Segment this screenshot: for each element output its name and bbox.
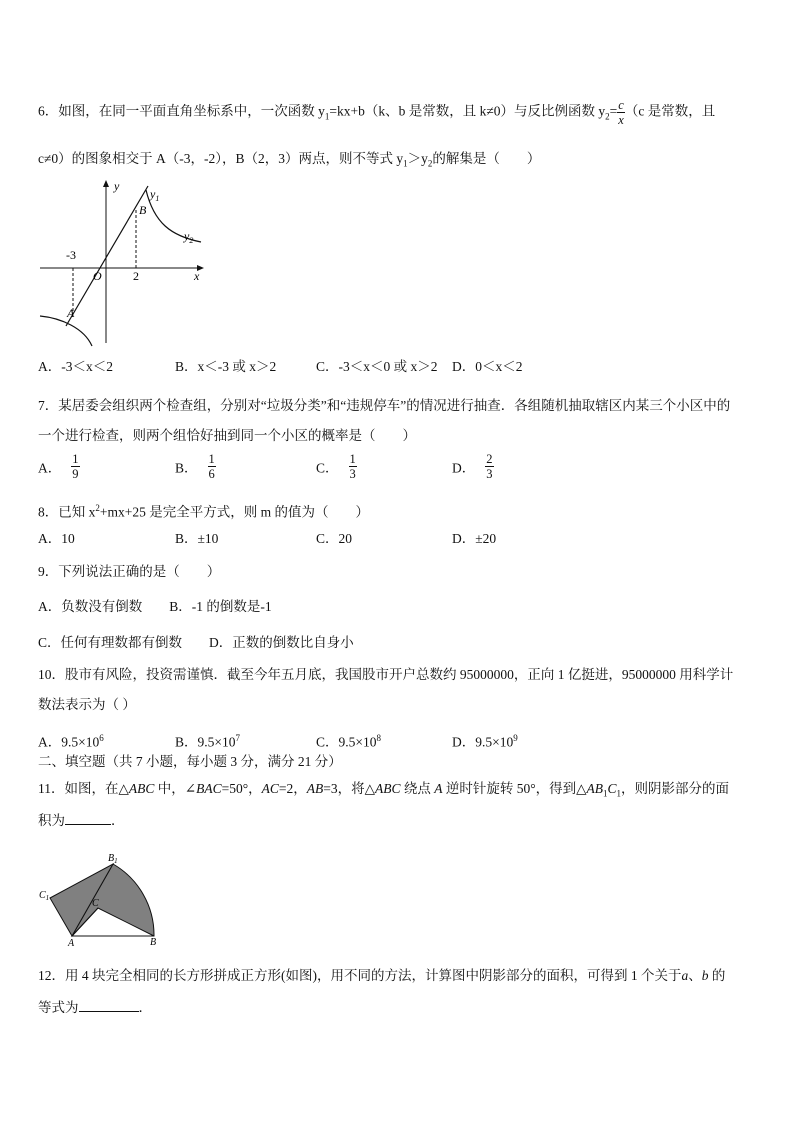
hyperbola-left-branch	[40, 316, 92, 346]
label-A: A	[68, 938, 75, 948]
section-heading: 二、填空题（共 7 小题，每小题 3 分，满分 21 分）	[38, 754, 342, 769]
label-C1: $C_1$	[39, 890, 50, 902]
y2-label: $y_2$	[184, 229, 194, 245]
label-C: C	[92, 898, 99, 909]
q8-option-d: D．±20	[452, 531, 497, 546]
tick-neg3: -3	[66, 248, 76, 262]
answer-blank[interactable]	[79, 999, 139, 1012]
q6-line2	[38, 150, 540, 173]
q9-line1: 9．下列说法正确的是（ ）	[38, 564, 221, 579]
origin-label: O	[93, 269, 102, 283]
q7-option-a: A． $\frac{1}{9}$	[38, 452, 79, 481]
q10-option-d: D．$9.5\times 10^9$	[452, 733, 518, 750]
q10-line2: 数法表示为（ ）	[38, 697, 136, 712]
q11-rotation-figure	[36, 848, 166, 948]
q11-line2: 积为 ．	[38, 813, 125, 828]
q8-option-c: C．20	[316, 531, 353, 546]
answer-blank[interactable]	[65, 812, 111, 825]
q10-option-a: A．$9.5\times 10^6$	[38, 733, 104, 750]
q7-line1: 7．某居委会组织两个检查组，分别对“垃圾分类”和“违规停车”的情况进行抽查．各组随机抽取辖区内某三个小区中的	[38, 398, 731, 413]
q12-line1: 12．用 4 块完全相同的长方形拼成正方形(如图)，用不同的方法，计算图中阴影部分的面积，可得到 1 个关于a、b 的	[38, 968, 726, 983]
sub: 1	[403, 158, 408, 169]
q6-fraction: $\frac{c}{x}$	[618, 98, 624, 127]
y1-label: $y_1$	[150, 187, 160, 203]
sub: 2	[605, 111, 610, 122]
q6-line1: 6．如图，在同一平面直角坐标系中，一次函数 $y_1=kx+b(k$、b 是常数，且 k≠0）与反比例函数 $y_2=$ $\frac{c}{x}$ （c 是常数，且	[38, 98, 716, 127]
tick-2: 2	[133, 269, 139, 283]
q6-option-c: C．-3＜x＜0 或 x＞2	[316, 359, 438, 374]
q10-option-c: C．$9.5\times 10^8$	[316, 733, 381, 750]
x-axis-label: x	[194, 269, 200, 283]
y-axis-label: y	[114, 179, 120, 193]
q6-option-d: D．0＜x＜2	[452, 359, 523, 374]
q7-option-b: B． $\frac{1}{6}$	[175, 452, 215, 481]
q8-option-b: B．±10	[175, 531, 219, 546]
y-axis-arrow	[103, 180, 109, 187]
label-B: B	[150, 937, 157, 948]
q7-line2: 一个进行检查，则两个组恰好抽到同一个小区的概率是（ ）	[38, 428, 416, 443]
q7-option-d: D． $\frac{2}{3}$	[452, 452, 493, 481]
q6-option-b: B．x＜-3 或 x＞2	[175, 359, 277, 374]
q10-line1: 10．股市有风险，投资需谨慎．截至今年五月底，我国股市开户总数约 95000000，正向 1 亿挺进，95000000 用科学计	[38, 667, 734, 682]
q8-line1: 8．已知 $x^2+mx+25$ 是完全平方式，则 m 的值为（ ）	[38, 503, 369, 520]
q6-text: 的解集是（ ）	[432, 151, 541, 166]
q6-text: =kx+b（k、b 是常数，且 k≠0）与反比例函数 y	[329, 103, 606, 119]
sub: 1	[324, 111, 330, 122]
q7-option-c: C． $\frac{1}{3}$	[316, 452, 356, 481]
q6-text: 6．如图，在同一平面直角坐标系中，一次函数 y	[38, 103, 325, 119]
q10-option-b: B．$9.5\times 10^7$	[175, 733, 240, 750]
q8-option-a: A．10	[38, 531, 75, 546]
point-A-label: A	[67, 306, 75, 320]
point-B-label: B	[139, 203, 147, 217]
q6-text: ＞y	[407, 151, 428, 166]
q6-text: （c 是常数，且	[624, 103, 716, 119]
q9-options-ab: A．负数没有倒数 B．-1 的倒数是-1	[38, 599, 272, 614]
q12-line2: 等式为 ．	[38, 1000, 152, 1015]
sub: 2	[427, 158, 433, 169]
q6-option-a: A．-3＜x＜2	[38, 359, 113, 374]
q9-options-cd: C．任何有理数都有倒数 D．正数的倒数比自身小	[38, 635, 354, 650]
label-B1: $B_1$	[108, 853, 118, 865]
q6-function-graph	[36, 178, 211, 348]
q11-line1: 11．如图，在△ABC 中，∠BAC=50°，AC=2，AB=3，将△ABC 绕点 A 逆时针旋转 50°，得到$\triangle AB_1C_1$，则阴影部分的面	[38, 781, 730, 799]
q6-text: c≠0）的图象相交于 A（-3，-2），B（2，3）两点，则不等式 y	[38, 151, 404, 166]
